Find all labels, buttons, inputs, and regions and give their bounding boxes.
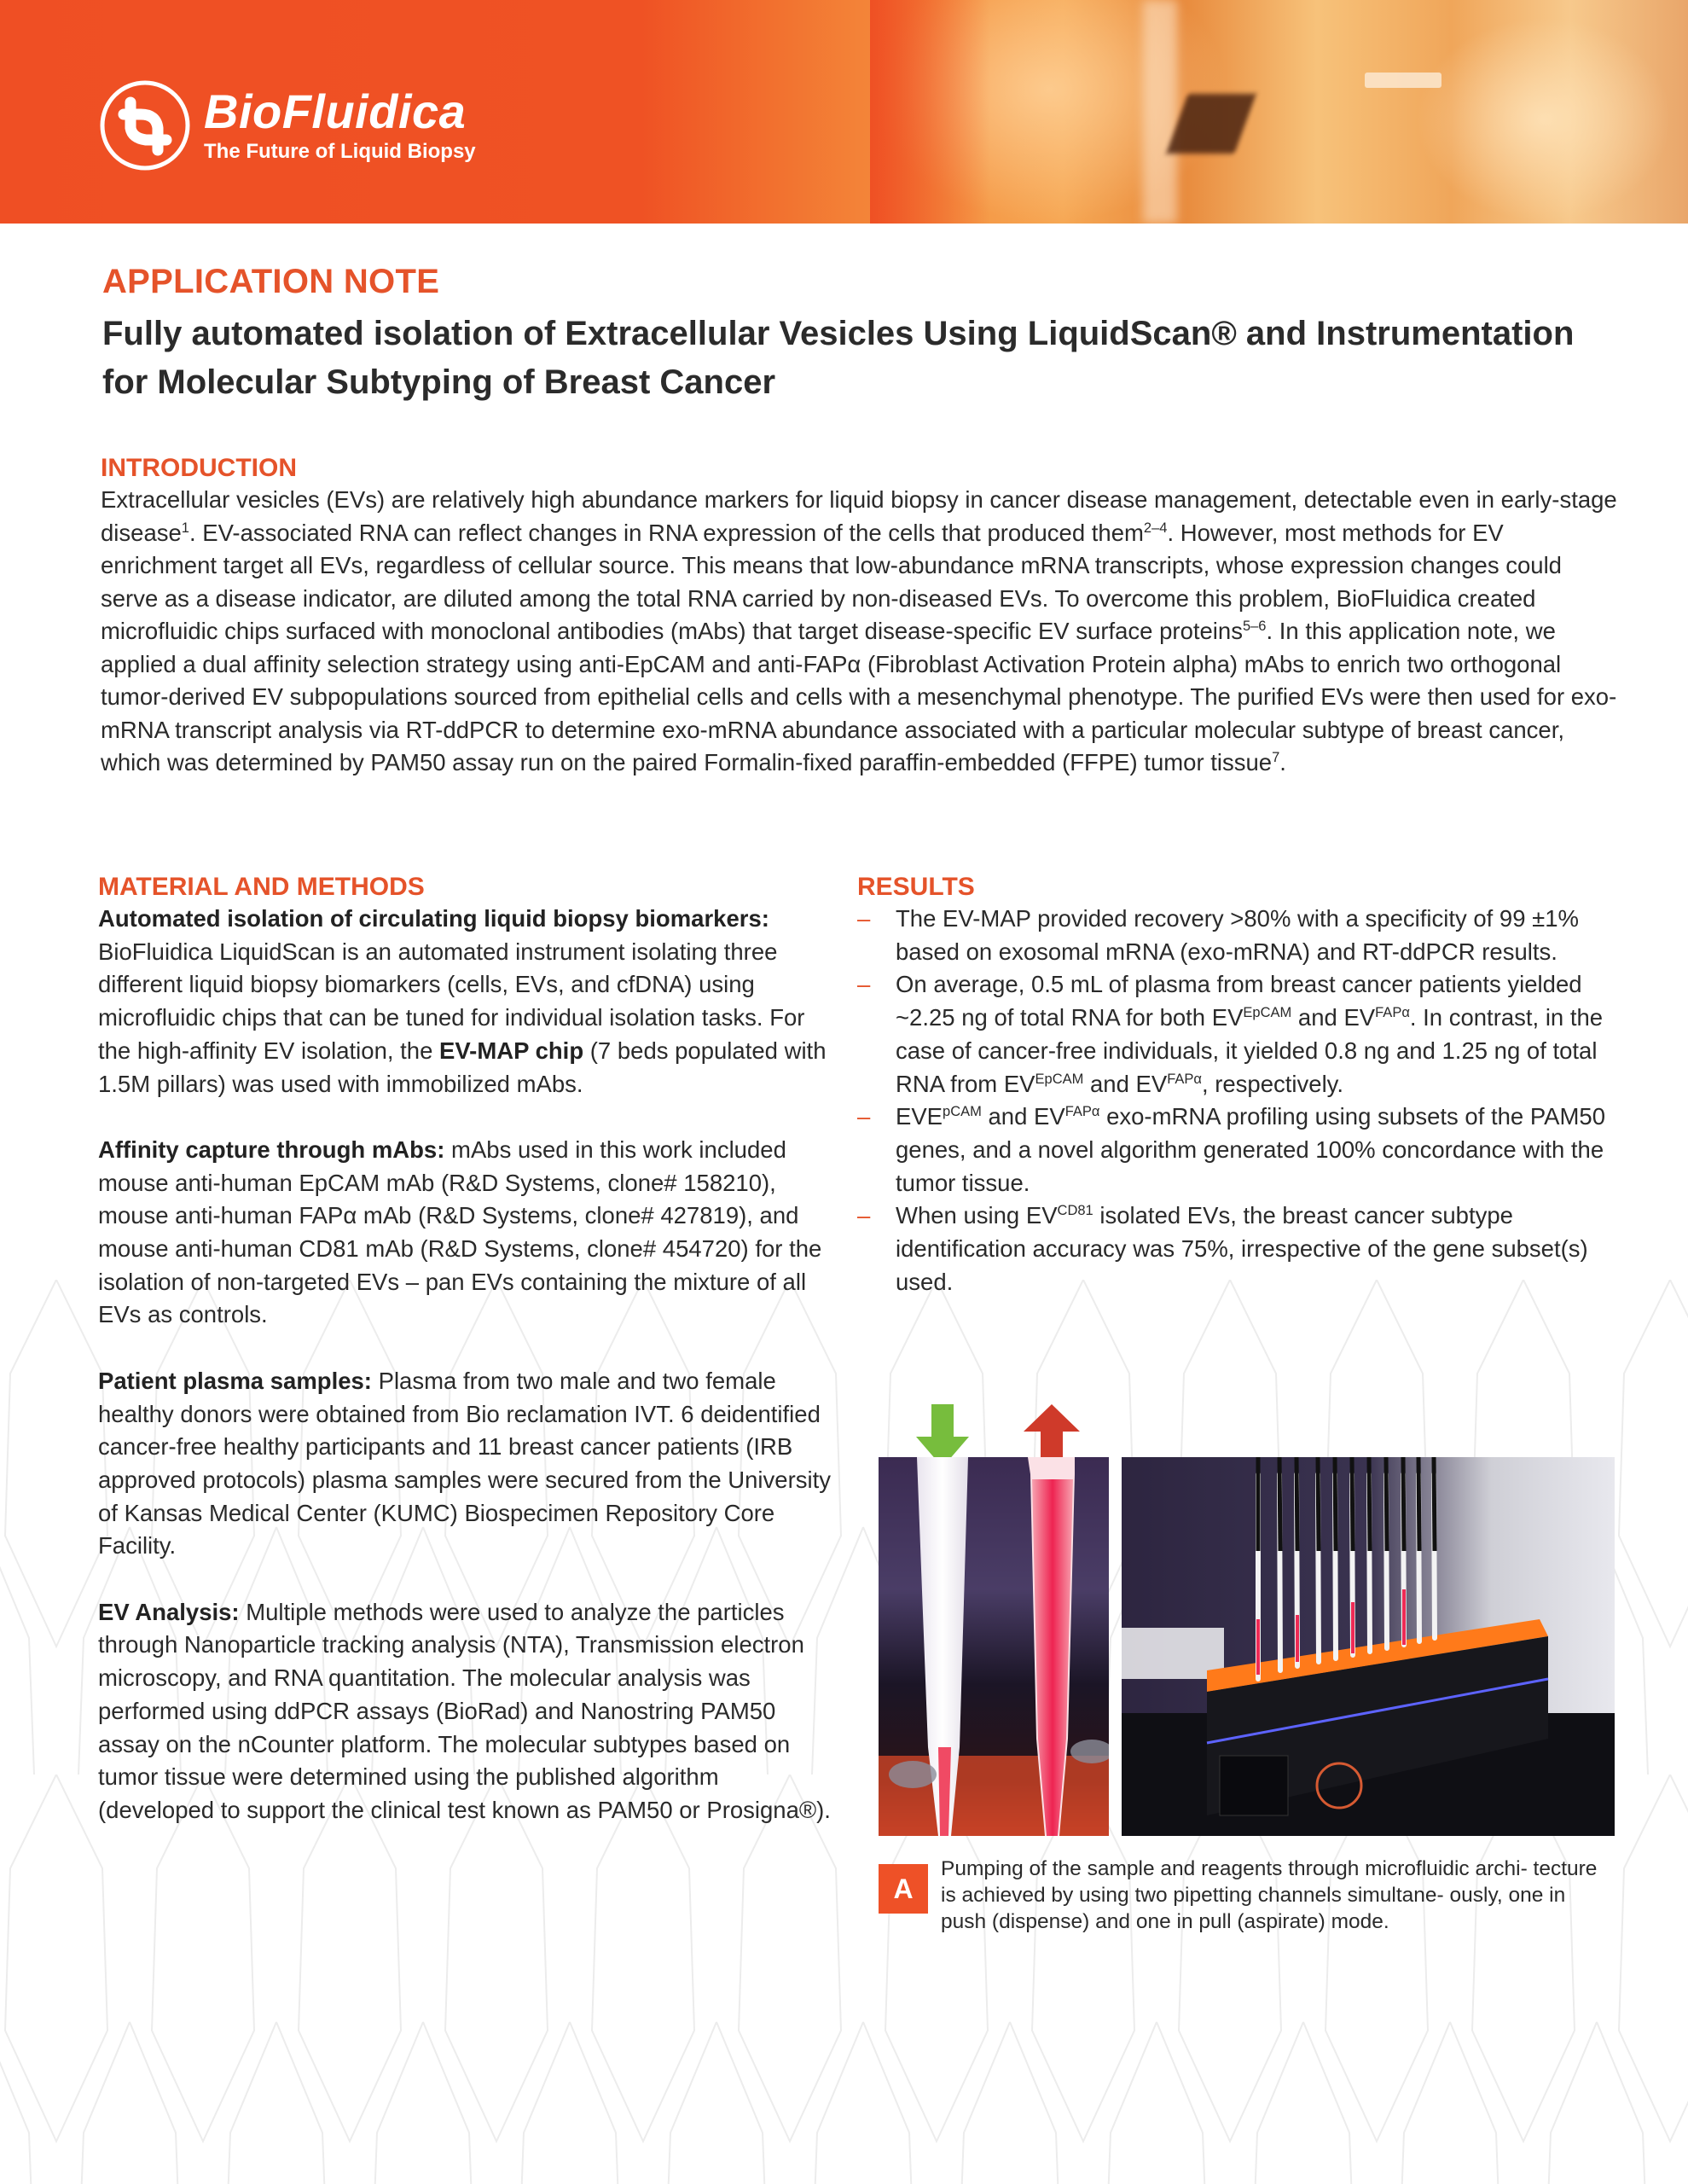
paragraph-text: (7 beds populated with 1.5M pillars) was used with immobilized mAbs. <box>98 1037 827 1097</box>
intro-text: Extracellular vesicles (EVs) are relatively high abundance markers for liquid biopsy in cancer disease management, detectable even in early-stage disease <box>101 486 1617 546</box>
pipettes-illustration <box>879 1457 1109 1836</box>
methods-paragraph <box>98 903 832 1101</box>
figure-caption <box>879 1856 1612 1935</box>
paragraph-lead: EV Analysis: <box>98 1598 240 1625</box>
instrument-illustration <box>1122 1457 1615 1836</box>
figure-caption-text: Pumping of the sample and reagents through microfluidic archi- tecture is achieved by using two pipetting channels simultane- ously, one in push (dispense) and one in pull (aspirate) mode. <box>941 1857 1598 1933</box>
citation: 7 <box>1272 749 1280 765</box>
bullet-dash: – <box>857 1103 871 1130</box>
instrument-photo <box>1122 1457 1615 1836</box>
paragraph-lead: Automated isolation of circulating liquid biopsy biomarkers: <box>98 905 769 932</box>
result-text: and EV <box>981 1103 1065 1130</box>
intro-text: . <box>1279 749 1286 775</box>
paragraph-text: Multiple methods were used to analyze the particles through Nanoparticle tracking analysis (NTA), Transmission electron microscopy, and RNA quantitation. The molecular analysis was performed using ddPCR assays (BioRad) and Nanostring PAM50 assay on the nCounter platform. The molecular subtypes based on tumor tissue were determined using the published algorithm (developed to support the clinical test known as PAM50 or Prosigna®). <box>98 1598 831 1823</box>
result-text: . In contrast, in the case of cancer-free individuals, it yielded 0.8 ng and 1.25 ng of total RNA from EV <box>896 1004 1604 1097</box>
list-item <box>857 1101 1608 1199</box>
bullet-dash: – <box>857 905 871 932</box>
introduction-body <box>101 484 1619 780</box>
superscript: EpCAM <box>1035 1071 1084 1087</box>
document-kicker: APPLICATION NOTE <box>102 263 440 300</box>
result-text: The EV-MAP provided recovery >80% with a specificity of 99 ±1% based on exosomal mRNA (exo-mRNA) and RT-ddPCR results. <box>896 905 1580 965</box>
result-text: exo-mRNA profiling using subsets of the PAM50 genes, and a novel algorithm generated 100% concordance with the tumor tissue. <box>896 1103 1606 1196</box>
methods-paragraph <box>98 1134 832 1332</box>
superscript: FAPα <box>1064 1104 1100 1120</box>
methods-paragraph <box>98 1596 832 1827</box>
superscript: FAPα <box>1167 1071 1202 1087</box>
result-text: On average, 0.5 mL of plasma from breast cancer patients yielded ~2.25 ng of total RNA for both EV <box>896 971 1582 1031</box>
result-text: and EV <box>1083 1070 1168 1097</box>
results-heading: RESULTS <box>857 873 975 901</box>
result-text: and EV <box>1291 1004 1376 1031</box>
result-text: isolated EVs, the breast cancer subtype identification accuracy was 75%, irrespective of the gene subset(s) used. <box>896 1202 1588 1295</box>
citation: 1 <box>181 520 189 536</box>
results-list <box>857 903 1608 1298</box>
brand-tagline: The Future of Liquid Biopsy <box>204 140 476 163</box>
paragraph-text: mAbs used in this work included mouse anti-human EpCAM mAb (R&D Systems, clone# 158210), mouse anti-human FAPα mAb (R&D Systems, clone# 427819), and mouse anti-human CD81 mAb (R&D Systems, clone# 454720) for the isolation of non-targeted EVs – pan EVs containing the mixture of all EVs as controls. <box>98 1136 822 1328</box>
superscript: FAPα <box>1375 1004 1410 1020</box>
intro-text: . EV-associated RNA can reflect changes in RNA expression of the cells that produced them <box>189 519 1144 546</box>
results-section <box>857 872 1608 1298</box>
paragraph-text: BioFluidica LiquidScan is an automated instrument isolating three different liquid biopsy biomarkers (cells, EVs, and cfDNA) using microfluidic chips that can be tuned for individual isolation tasks. For the high-affinity EV isolation, the <box>98 938 805 1064</box>
result-text: EVE <box>896 1103 943 1130</box>
figure-label-badge: A <box>879 1864 928 1914</box>
pipettes-photo <box>879 1457 1109 1836</box>
document-title: Fully automated isolation of Extracellular Vesicles Using LiquidScan® and Instrumentation for Molecular Subtyping of Breast Cancer <box>102 315 1575 401</box>
superscript: EpCAM <box>1243 1004 1292 1020</box>
list-item <box>857 903 1608 968</box>
list-item <box>857 968 1608 1101</box>
citation: 2–4 <box>1143 520 1168 536</box>
introduction-section <box>101 453 1619 780</box>
methods-paragraph <box>98 1365 832 1563</box>
methods-section <box>98 872 832 1860</box>
superscript: CD81 <box>1057 1203 1093 1219</box>
superscript: pCAM <box>943 1104 982 1120</box>
introduction-heading: INTRODUCTION <box>101 454 297 482</box>
paragraph-emphasis: EV-MAP chip <box>439 1037 584 1064</box>
paragraph-lead: Affinity capture through mAbs: <box>98 1136 445 1163</box>
paragraph-text: Plasma from two male and two female healthy donors were obtained from Bio reclamation IVT. 6 deidentified cancer-free healthy participants and 11 breast cancer patients (IRB approved protocols) plasma samples were secured from the University of Kansas Medical Center (KUMC) Biospecimen Repository Core Facility. <box>98 1367 831 1560</box>
result-text: , respectively. <box>1201 1070 1344 1097</box>
citation: 5–6 <box>1242 618 1267 634</box>
result-text: When using EV <box>896 1202 1058 1229</box>
methods-heading: MATERIAL AND METHODS <box>98 873 425 901</box>
intro-text: . However, most methods for EV enrichment target all EVs, regardless of cellular source. This means that low-abundance mRNA transcripts, whose expression changes could serve as a disease indicator, are diluted among the total RNA carried by non-diseased EVs. To overcome this problem, BioFluidica created microfluidic chips surfaced with monoclonal antibodies (mAbs) that target disease-specific EV surface proteins <box>101 519 1562 644</box>
bullet-dash: – <box>857 971 871 998</box>
paragraph-lead: Patient plasma samples: <box>98 1367 372 1394</box>
list-item <box>857 1199 1608 1298</box>
intro-text: . In this application note, we applied a dual affinity selection strategy using anti-EpCAM and anti-FAPα (Fibroblast Activation Protein alpha) mAbs to enrich two orthogonal tumor-derived EV subpopulations sourced from epithelial cells and cells with a mesenchymal phenotype. The purified EVs were then used for exo-mRNA transcript analysis via RT-ddPCR to determine exo-mRNA abundance associated with a particular molecular subtype of breast cancer, which was determined by PAM50 assay run on the paired Formalin-fixed paraffin-embedded (FFPE) tumor tissue <box>101 618 1617 775</box>
bullet-dash: – <box>857 1202 871 1229</box>
brand-name: BioFluidica <box>204 84 467 138</box>
